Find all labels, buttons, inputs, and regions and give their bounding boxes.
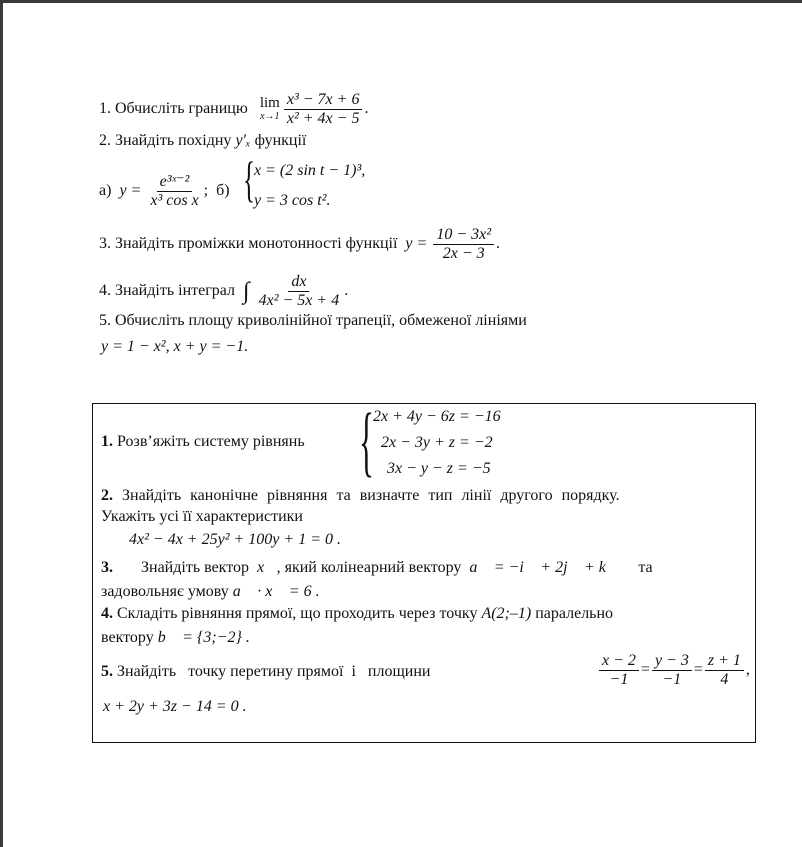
- task-4-denominator: 4x² − 5x + 4: [258, 292, 340, 309]
- task-1-end: .: [364, 100, 369, 118]
- problem-2-text2: Укажіть усі її характеристики: [101, 508, 303, 525]
- problem-5-num: 5.: [101, 663, 113, 680]
- problem-4-text: Складіть рівняння прямої, що проходить через точку: [117, 605, 478, 622]
- task-3-numerator: 10 − 3x²: [433, 226, 494, 245]
- integral-sign: ∫: [243, 278, 250, 305]
- p5-frac-y-num: y − 3: [652, 652, 692, 671]
- task-2-text: 2. Знайдіть похідну: [99, 132, 232, 149]
- task-2a-fraction: [147, 173, 201, 210]
- problem-4: [101, 604, 613, 624]
- p5-frac-x: [599, 652, 639, 689]
- task-2a: [99, 173, 230, 210]
- task-3-y: y =: [405, 235, 428, 253]
- task-3: [99, 226, 500, 263]
- task-2a-y: y =: [119, 182, 142, 200]
- task-5-eq: y = 1 − x², x + y = −1.: [101, 338, 249, 355]
- task-4-fraction: [256, 273, 343, 310]
- p5-frac-x-num: x − 2: [599, 652, 639, 671]
- p5-frac-y: [652, 652, 692, 689]
- p5-frac-z-num: z + 1: [705, 652, 744, 671]
- task-3-end: .: [496, 235, 501, 253]
- problem-3-and: та: [638, 559, 653, 576]
- task-2b-label: б): [216, 182, 230, 200]
- problem-4-text2: вектору: [101, 629, 154, 646]
- p5-frac-z: [705, 652, 744, 689]
- task-3-text: 3. Знайдіть проміжки монотонності функції: [99, 235, 398, 253]
- p5-frac-y-den: −1: [662, 671, 682, 688]
- task-1-denominator: x² + 4x − 5: [286, 110, 360, 127]
- task-2a-label: а): [99, 182, 112, 200]
- task-2b-eq2: y = 3 cos t².: [254, 192, 331, 209]
- problem-3-mid: , який колінеарний вектору: [276, 559, 462, 576]
- p5-frac-x-den: −1: [609, 671, 629, 688]
- task-2: [99, 131, 306, 151]
- problem-3-text2: задовольняє умову: [101, 583, 229, 600]
- problem-2-text: Знайдіть канонічне рівняння та визначте тип лінії другого порядку.: [122, 487, 620, 504]
- problem-4-point: A(2;–1): [481, 605, 532, 622]
- p5-frac-z-den: 4: [720, 671, 729, 688]
- problem-3-num: 3.: [101, 559, 113, 576]
- problem-1: [101, 432, 305, 452]
- task-4-text: 4. Знайдіть інтеграл: [99, 282, 236, 300]
- problem-1-text: Розв’яжіть систему рівнянь: [117, 433, 305, 450]
- task-4-numerator: dx: [288, 273, 309, 292]
- problem-1-num: 1.: [101, 433, 113, 450]
- task-2a-denominator: x³ cos x: [150, 192, 199, 209]
- problem-3-line2: [101, 582, 320, 602]
- task-5-text: 5. Обчисліть площу криволінійної трапеції, обмеженої лініями: [99, 312, 527, 329]
- problem-3: [101, 558, 653, 578]
- problem-5: [101, 662, 430, 682]
- system-brace: {: [359, 397, 374, 484]
- system-eq3: 3x − y − z = −5: [387, 460, 491, 477]
- problem-2-eq: 4x² − 4x + 25y² + 100y + 1 = 0 .: [129, 531, 341, 548]
- problem-5-line-eq: $\frac{x - 2}{-1}$ = $\frac{y - 3}{-1}$ = $\frac{z + 1}{4}$ ,: [597, 652, 750, 689]
- task-3-denominator: 2x − 3: [442, 245, 485, 262]
- problem-2-num: 2.: [101, 487, 113, 504]
- task-4: [99, 273, 348, 310]
- p5-end: ,: [745, 661, 750, 679]
- problem-box: [92, 397, 756, 743]
- lim-sub: x→1: [260, 110, 280, 122]
- problem-3-x: x⃗: [257, 559, 277, 576]
- task-2b-eq1: x = (2 sin t − 1)³,: [254, 162, 366, 179]
- task-2-var: y′ₓ: [235, 132, 251, 149]
- task-2b-brace: {: [243, 151, 255, 207]
- lim-word: lim: [259, 94, 280, 111]
- problem-5-plane: x + 2y + 3z − 14 = 0 .: [103, 698, 247, 715]
- task-3-fraction: [433, 226, 494, 263]
- task-1-fraction: [284, 91, 363, 128]
- problem-3-text: Знайдіть вектор: [141, 559, 250, 576]
- task-4-end: .: [344, 282, 349, 300]
- problem-5-text: Знайдіть точку перетину прямої і площини: [117, 663, 431, 680]
- problem-4-tail: паралельно: [535, 605, 614, 622]
- task-1-text: 1. Обчисліть границю: [99, 100, 248, 118]
- task-2a-end: ;: [203, 182, 209, 200]
- system-eq1: 2x + 4y − 6z = −16: [373, 408, 501, 425]
- system-eq2: 2x − 3y + z = −2: [381, 434, 493, 451]
- task-2-tail: функції: [254, 132, 307, 149]
- problem-2: [101, 486, 620, 506]
- problem-4-num: 4.: [101, 605, 113, 622]
- task-1: [99, 91, 368, 128]
- problem-4-vector-b: b⃗ = {3;−2} .: [157, 629, 250, 646]
- task-2a-numerator: e³ˣ⁻²: [157, 173, 193, 192]
- document-page: [3, 3, 802, 847]
- limit-operator: [260, 96, 280, 124]
- problem-4-line2: [101, 628, 250, 648]
- problem-3-condition: a⃗ · x⃗ = 6 .: [232, 583, 320, 600]
- task-1-numerator: x³ − 7x + 6: [284, 91, 363, 110]
- problem-3-vector-a: a⃗ = −i⃗ + 2j⃗ + k⃗: [469, 559, 619, 576]
